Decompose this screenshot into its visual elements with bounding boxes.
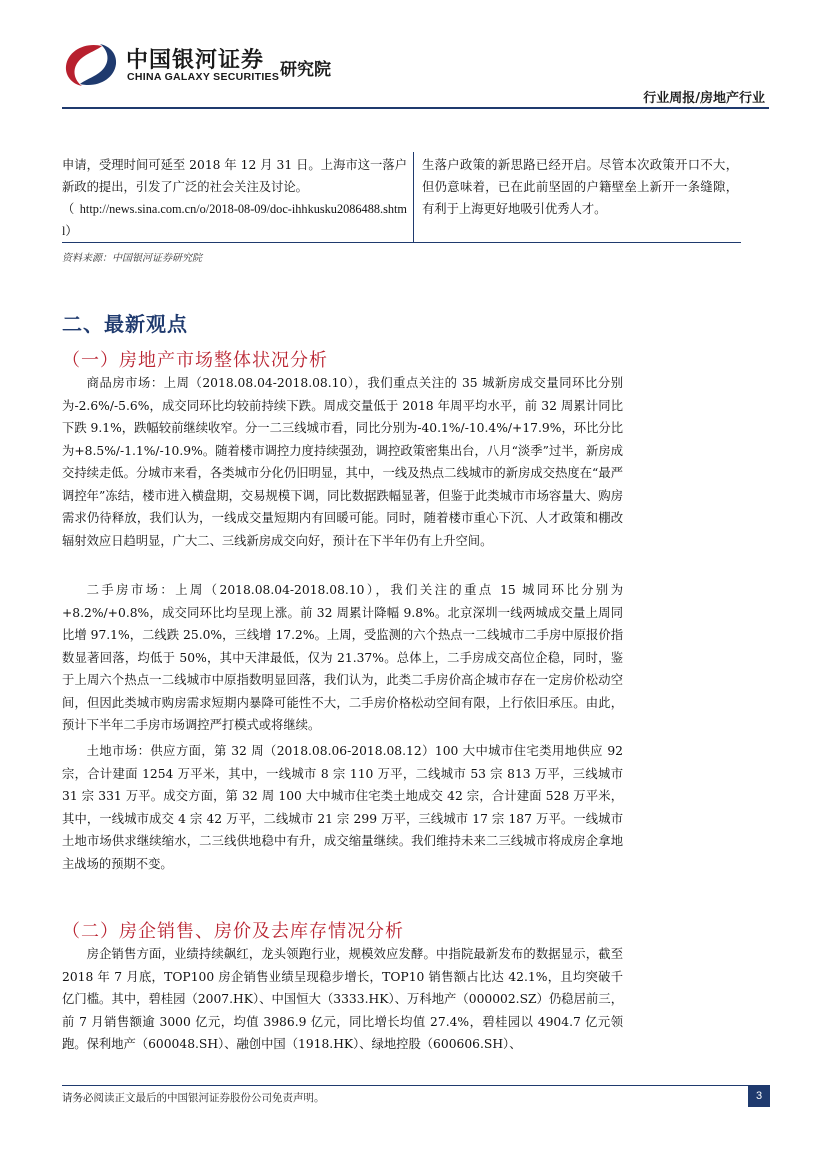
table-cell-left: [62, 154, 407, 242]
header-divider: [62, 107, 769, 109]
galaxy-logo-icon: [62, 40, 120, 90]
section-title: 二、最新观点: [62, 312, 188, 336]
paragraph-developer-sales: 房企销售方面，业绩持续飙红，龙头领跑行业，规模效应发酵。中指院最新发布的数据显示，截至 2018 年 7 月底，TOP100 房企销售业绩呈现稳步增长，TOP10 销售额占比达 42.1%，且均突破千亿门槛。其中，碧桂园（2007.HK）、中国恒大（3333.HK）、万科地产（000002.SZ）仍稳居前三，前 7 月销售额逾 3000 亿元，均值 3986.9 亿元，同比增长均值 27.4%，碧桂园以 4904.7 亿元领跑。保利地产（600048.SH）、融创中国（1918.HK）、绿地控股（600606.SH）、: [62, 947, 623, 1051]
paragraph-land-market: 土地市场：供应方面，第 32 周（2018.08.06-2018.08.12）100 大中城市住宅类用地供应 92 宗，合计建面 1254 万平米，其中，一线城市 8 宗 110 万平，二线城市 53 宗 813 万平，三线城市 31 宗 331 万平。成交方面，第 32 周 100 大中城市住宅类土地成交 42 宗，合计建面 528 万平米，其中，一线城市成交 4 宗 42 万平，二线城市 21 宗 299 万平，三线城市 17 宗 187 万平。一线城市土地市场供求继续缩水，二三线供地稳中有升，成交缩量继续。我们维持未来二三线城市将成房企拿地主战场的预期不变。: [62, 744, 623, 871]
footer-disclaimer: 请务必阅读正文最后的中国银河证券股份公司免责声明。: [62, 1092, 325, 1104]
logo-chinese-name: 中国银河证券: [126, 48, 265, 73]
source-note: 资料来源：中国银河证券研究院: [62, 253, 202, 264]
page-number: 3: [748, 1085, 770, 1107]
table-column-divider: [413, 152, 414, 242]
institute-name: 研究院: [280, 60, 331, 80]
news-link[interactable]: （http://news.sina.com.cn/o/2018-08-09/doc-ihhkusku2086488.shtml）: [62, 202, 407, 238]
paragraph-new-homes: 商品房市场：上周（2018.08.04-2018.08.10），我们重点关注的 35 城新房成交量同环比分别为-2.6%/-5.6%，成交同环比均较前持续下跌。周成交量低于 2018 年周平均水平，前 32 周累计同比下跌 9.1%，跌幅较前继续收窄。分一二三线城市看，同比分别为-40.1%/-10.4%/+17.9%，环比分比为+8.5%/-1.1%/-10.9%。随着楼市调控力度持续强劲，调控政策密集出台，八月“淡季”过半，新房成交持续走低。分城市来看，各类城市分化仍旧明显，其中，一线及热点二线城市的新房成交热度在“最严调控年”冻结，楼市进入横盘期，交易规模下调，同比数据跌幅显著，但鉴于此类城市市场容量大、购房需求仍待释放，我们认为，一线成交量短期内有回暖可能。同时，随着楼市重心下沉、人才政策和棚改辐射效应日趋明显，广大二、三线新房成交向好，预计在下半年仍有上升空间。: [62, 376, 623, 548]
report-type: 行业周报/房地产行业: [643, 91, 765, 106]
policy-table-fragment: [62, 152, 741, 243]
subsection-title-market: （一）房地产市场整体状况分析: [62, 350, 328, 371]
footer-divider: [62, 1085, 765, 1086]
paragraph-second-hand: 二手房市场：上周（2018.08.04-2018.08.10），我们关注的重点 15 城同环比分别为+8.2%/+0.8%，成交同环比均呈现上涨。前 32 周累计降幅 9.8%。北京深圳一线两城成交量上周同比增 97.1%，二线跌 25.0%，三线增 17.2%。上周，受监测的六个热点一二线城市二手房中原报价指数显著回落，均低于 50%，其中天津最低，仅为 21.37%。总体上，二手房成交高位企稳，同时，鉴于上周六个热点一二线城市中原指数明显回落，我们认为，此类二手房价高企城市存在一定房价松动空间，但因此类城市购房需求短期内暴降可能性不大，二手房价格松动空间有限，上行依旧承压。由此，预计下半年二手房市场调控严打模式或将继续。: [62, 583, 623, 732]
company-logo: [62, 40, 372, 90]
table-cell-left-text: 申请，受理时间可延至 2018 年 12 月 31 日。上海市这一落户新政的提出，引发了广泛的社会关注及讨论。: [62, 158, 407, 194]
table-cell-right: 生落户政策的新思路已经开启。尽管本次政策开口不大，但仍意味着，已在此前坚固的户籍壁垒上新开一条缝隙，有利于上海更好地吸引优秀人才。: [422, 158, 738, 216]
logo-english-name: CHINA GALAXY SECURITIES: [127, 71, 280, 83]
subsection-title-developers: （二）房企销售、房价及去库存情况分析: [62, 921, 404, 942]
